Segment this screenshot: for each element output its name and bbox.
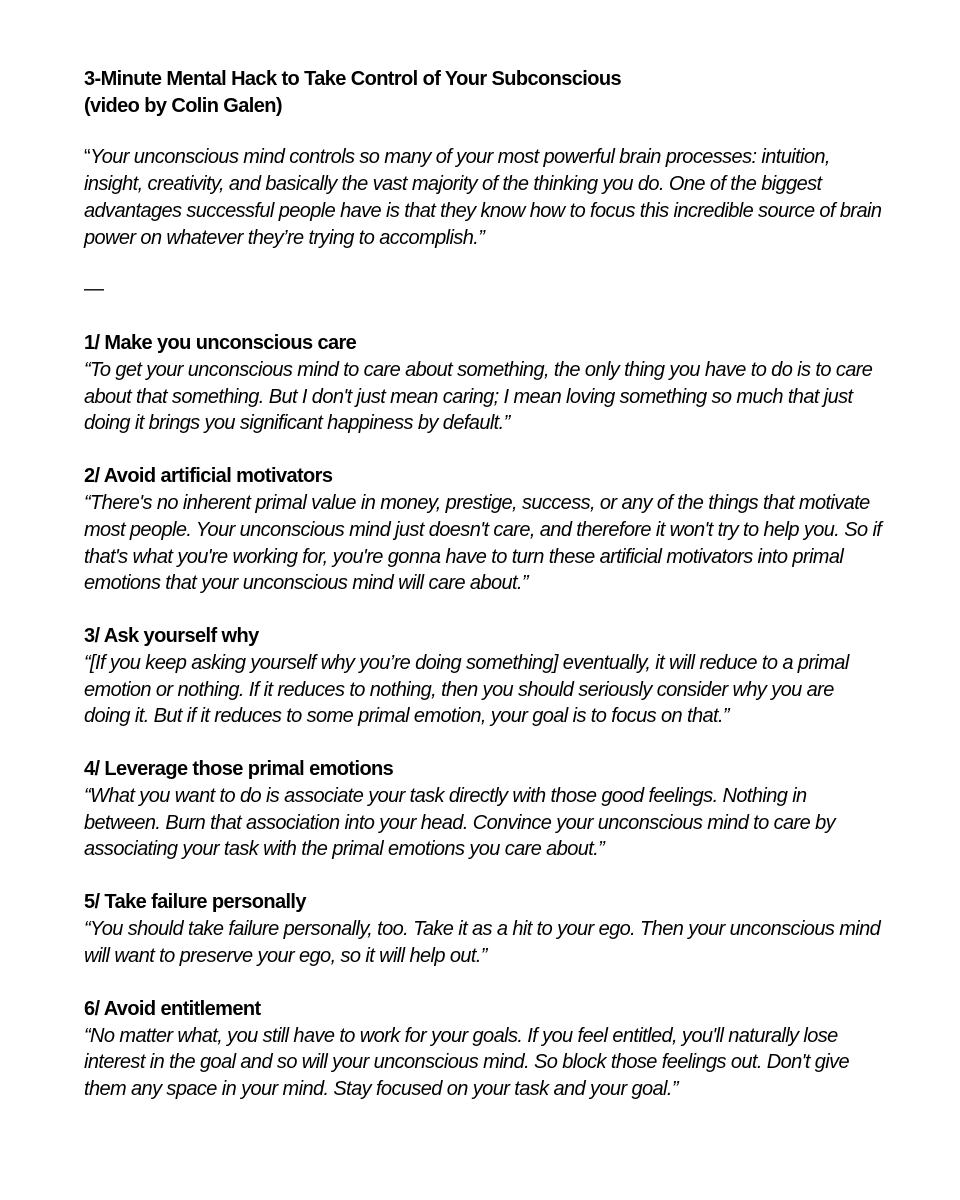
section-6 — [84, 996, 884, 1103]
sections-list — [84, 330, 884, 1103]
section-heading: 5/ Take failure personally — [84, 891, 306, 914]
document-title: 3-Minute Mental Hack to Take Control of Your Subconscious — [84, 68, 621, 90]
section-heading: 6/ Avoid entitlement — [84, 997, 261, 1020]
section-3 — [84, 623, 884, 730]
document-subtitle: (video by Colin Galen) — [84, 95, 282, 117]
section-quote: “What you want to do is associate your task directly with those good feelings. Nothing in between. Burn that association into your head. Convince your unconscious mind to care by associating your task with the primal emotions you care about.” — [84, 785, 835, 861]
section-1 — [84, 330, 884, 437]
section-heading: 1/ Make you unconscious care — [84, 332, 357, 354]
section-quote: “There's no inherent primal value in money, prestige, success, or any of the things that motivate most people. Your unconscious mind just doesn't care, and therefore it won't try to help you. So if that's what you're working for, you're gonna have to turn these artificial motivators into primal emotions that your unconscious mind will care about.” — [84, 492, 882, 595]
section-4 — [84, 756, 884, 863]
intro-quote-text: Your unconscious mind controls so many of your most powerful brain processes: intuition, insight, creativity, and basically the vast majority of the thinking you do. One of the biggest advantages successful people have is that they know how to focus this incredible source of brain power on whatever they’re trying to accomplish.” — [84, 146, 882, 249]
section-quote: “You should take failure personally, too. Take it as a hit to your ego. Then your unconscious mind will want to preserve your ego, so it will help out.” — [84, 918, 881, 967]
section-5 — [84, 889, 884, 969]
section-divider: — — [84, 278, 104, 300]
intro-quote — [84, 144, 884, 252]
section-2 — [84, 463, 884, 597]
section-heading: 2/ Avoid artificial motivators — [84, 465, 333, 488]
section-quote: “To get your unconscious mind to care about something, the only thing you have to do is to care about that something. But I don't just mean caring; I mean loving something so much that just doing it brings you significant happiness by default.” — [84, 359, 873, 435]
section-quote: “No matter what, you still have to work for your goals. If you feel entitled, you'll naturally lose interest in the goal and so will your unconscious mind. So block those feelings out. Don't give them any space in your mind. Stay focused on your task and your goal.” — [84, 1024, 850, 1100]
section-heading: 4/ Leverage those primal emotions — [84, 758, 394, 781]
section-quote: “[If you keep asking yourself why you’re doing something] eventually, it will reduce to a primal emotion or nothing. If it reduces to nothing, then you should seriously consider why you are doing it. But if it reduces to some primal emotion, your goal is to focus on that.” — [84, 651, 849, 728]
intro-open-quote: “ — [84, 146, 91, 168]
document-page — [84, 66, 884, 1129]
section-heading: 3/ Ask yourself why — [84, 624, 259, 647]
